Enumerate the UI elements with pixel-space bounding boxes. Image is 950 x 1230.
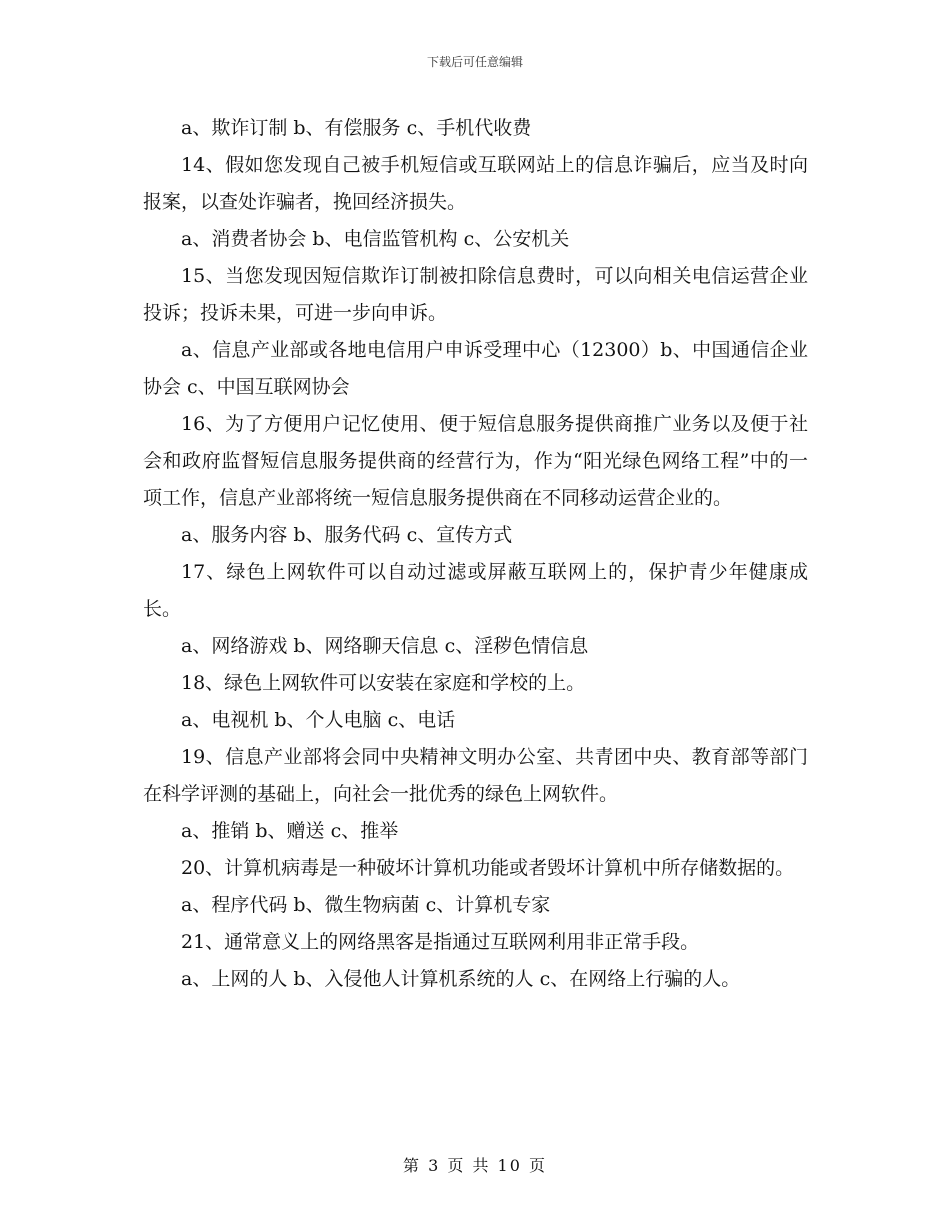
document-body [143,110,808,998]
option-line: a、网络游戏 b、网络聊天信息 c、淫秽色情信息 [181,635,589,657]
question-paragraph: 17、绿色上网软件可以自动过滤或屏蔽互联网上的，保护青少年健康成长。 [143,561,808,620]
question-paragraph: 16、为了方便用户记忆使用、便于短信息服务提供商推广业务以及便于社会和政府监督短信息服务提供商的经营行为，作为“阳光绿色网络工程”中的一项工作，信息产业部将统一短信息服务提供商在不同移动运营企业的。 [143,413,808,509]
option-line: a、信息产业部或各地电信用户申诉受理中心（12300）b、中国通信企业协会 c、中国互联网协会 [143,339,808,398]
question-paragraph: 14、假如您发现自己被手机短信或互联网站上的信息诈骗后，应当及时向报案，以查处诈骗者，挽回经济损失。 [143,154,808,213]
question-paragraph: 15、当您发现因短信欺诈订制被扣除信息费时，可以向相关电信运营企业投诉；投诉未果，可进一步向申诉。 [143,265,808,324]
question-paragraph: 19、信息产业部将会同中央精神文明办公室、共青团中央、教育部等部门在科学评测的基础上，向社会一批优秀的绿色上网软件。 [143,746,808,805]
option-line: a、推销 b、赠送 c、推举 [181,820,399,842]
option-line: a、程序代码 b、微生物病菌 c、计算机专家 [181,894,551,916]
question-paragraph: 18、绿色上网软件可以安装在家庭和学校的上。 [181,672,586,694]
page-number-footer: 第 3 页 共 10 页 [403,1156,547,1175]
option-line: a、上网的人 b、入侵他人计算机系统的人 c、在网络上行骗的人。 [181,968,741,990]
page-header: 下载后可任意编辑 [426,55,523,69]
question-paragraph: 21、通常意义上的网络黑客是指通过互联网利用非正常手段。 [181,931,700,953]
option-line: a、消费者协会 b、电信监管机构 c、公安机关 [181,228,570,250]
option-line: a、电视机 b、个人电脑 c、电话 [181,709,456,731]
option-line: a、欺诈订制 b、有偿服务 c、手机代收费 [181,117,532,139]
question-paragraph: 20、计算机病毒是一种破坏计算机功能或者毁坏计算机中所存储数据的。 [181,857,795,879]
option-line: a、服务内容 b、服务代码 c、宣传方式 [181,524,513,546]
